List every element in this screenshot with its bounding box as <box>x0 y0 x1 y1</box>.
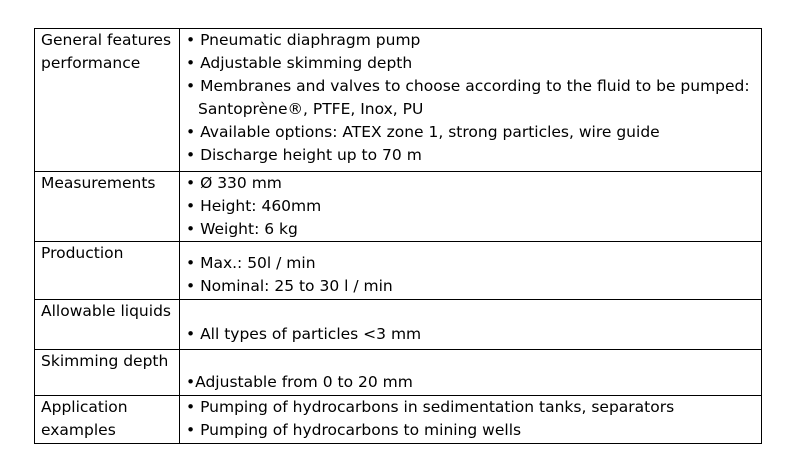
cell-spacer <box>186 350 757 371</box>
list-item: • Pumping of hydrocarbons in sedimentation tanks, separators <box>186 398 675 416</box>
row-values <box>180 300 762 350</box>
row-label: Measurements <box>35 172 180 242</box>
row-label: Production <box>35 242 180 300</box>
list-item: • Max.: 50l / min <box>186 254 316 272</box>
list-item: • Available options: ATEX zone 1, strong particles, wire guide <box>186 123 660 141</box>
table-row-skimming-depth <box>35 350 762 396</box>
list-item: • Weight: 6 kg <box>186 220 298 238</box>
row-label: General features performance <box>35 29 180 172</box>
row-values <box>180 350 762 396</box>
table-row-production <box>35 242 762 300</box>
list-item: • Ø 330 mm <box>186 174 282 192</box>
list-item: • Pumping of hydrocarbons to mining wells <box>186 421 522 439</box>
list-item: • Discharge height up to 70 m <box>186 146 422 164</box>
table-row-allowable-liquids <box>35 300 762 350</box>
list-item: • Height: 460mm <box>186 197 322 215</box>
table-row-measurements <box>35 172 762 242</box>
row-label: Skimming depth <box>35 350 180 396</box>
row-label: Allowable liquids <box>35 300 180 350</box>
list-item: • Membranes and valves to choose according to the fluid to be pumped: Santoprène®, PTFE, Inox, PU <box>186 77 750 118</box>
table-row-general-features <box>35 29 762 172</box>
row-values <box>180 172 762 242</box>
list-item: •Adjustable from 0 to 20 mm <box>186 373 413 391</box>
row-values <box>180 242 762 300</box>
table-row-application-examples <box>35 396 762 444</box>
row-label: Application examples <box>35 396 180 444</box>
list-item: • Adjustable skimming depth <box>186 54 413 72</box>
cell-spacer <box>186 300 757 323</box>
row-values <box>180 29 762 172</box>
spec-table <box>34 28 762 444</box>
row-values <box>180 396 762 444</box>
list-item: • All types of particles <3 mm <box>186 325 422 343</box>
list-item: • Pneumatic diaphragm pump <box>186 31 421 49</box>
list-item: • Nominal: 25 to 30 l / min <box>186 277 393 295</box>
cell-spacer <box>186 242 757 252</box>
